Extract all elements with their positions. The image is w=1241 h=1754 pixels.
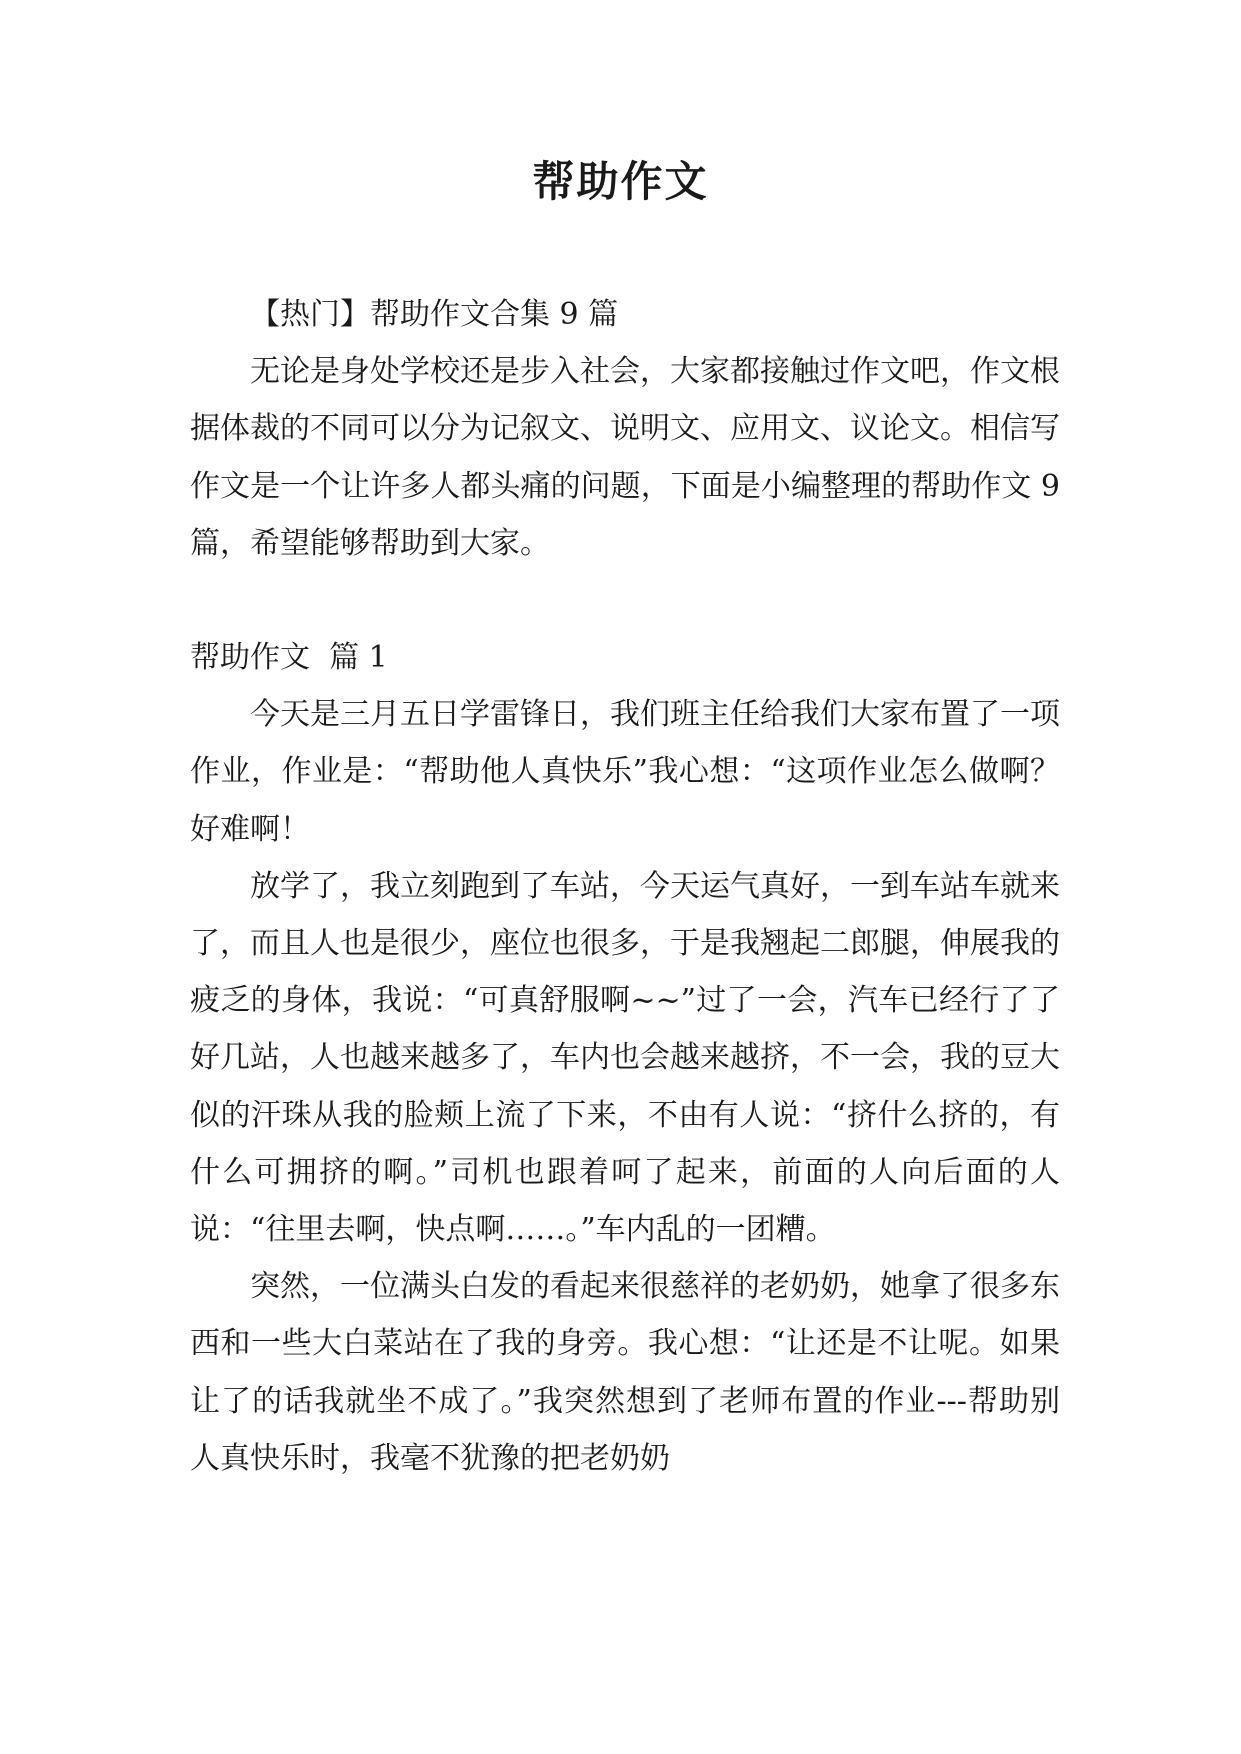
section-heading: 帮助作文 篇 1 <box>190 640 388 676</box>
intro-paragraph: 无论是身处学校还是步入社会，大家都接触过作文吧，作文根据体裁的不同可以分为记叙文、说明文、应用文、议论文。相信写作文是一个让许多人都头痛的问题，下面是小编整理的帮助作文 9 篇，希望能够帮助到大家。 <box>190 354 1060 561</box>
document-title: 帮助作文 <box>532 157 709 206</box>
body-paragraph-1: 今天是三月五日学雷锋日，我们班主任给我们大家布置了一项作业，作业是：“帮助他人真快乐”我心想：“这项作业怎么做啊？好难啊！ <box>190 697 1060 847</box>
body-paragraph-2: 放学了，我立刻跑到了车站，今天运气真好，一到车站车就来了，而且人也是很少，座位也很多，于是我翘起二郎腿，伸展我的疲乏的身体，我说：“可真舒服啊~~”过了一会，汽车已经行了了好几站，人也越来越多了，车内也会越来越挤，不一会，我的豆大似的汗珠从我的脸颊上流了下来，不由有人说：“挤什么挤的，有什么可拥挤的啊。”司机也跟着呵了起来，前面的人向后面的人说：“往里去啊，快点啊……。”车内乱的一团糟。 <box>190 868 1060 1248</box>
subtitle-paragraph: 【热门】帮助作文合集 9 篇 <box>250 297 619 332</box>
document-body <box>190 286 1060 1487</box>
body-paragraph-3: 突然，一位满头白发的看起来很慈祥的老奶奶，她拿了很多东西和一些大白菜站在了我的身旁。我心想：“让还是不让呢。如果让了的话我就坐不成了。”我突然想到了老师布置的作业---帮助别人真快乐时，我毫不犹豫的把老奶奶 <box>190 1269 1060 1476</box>
